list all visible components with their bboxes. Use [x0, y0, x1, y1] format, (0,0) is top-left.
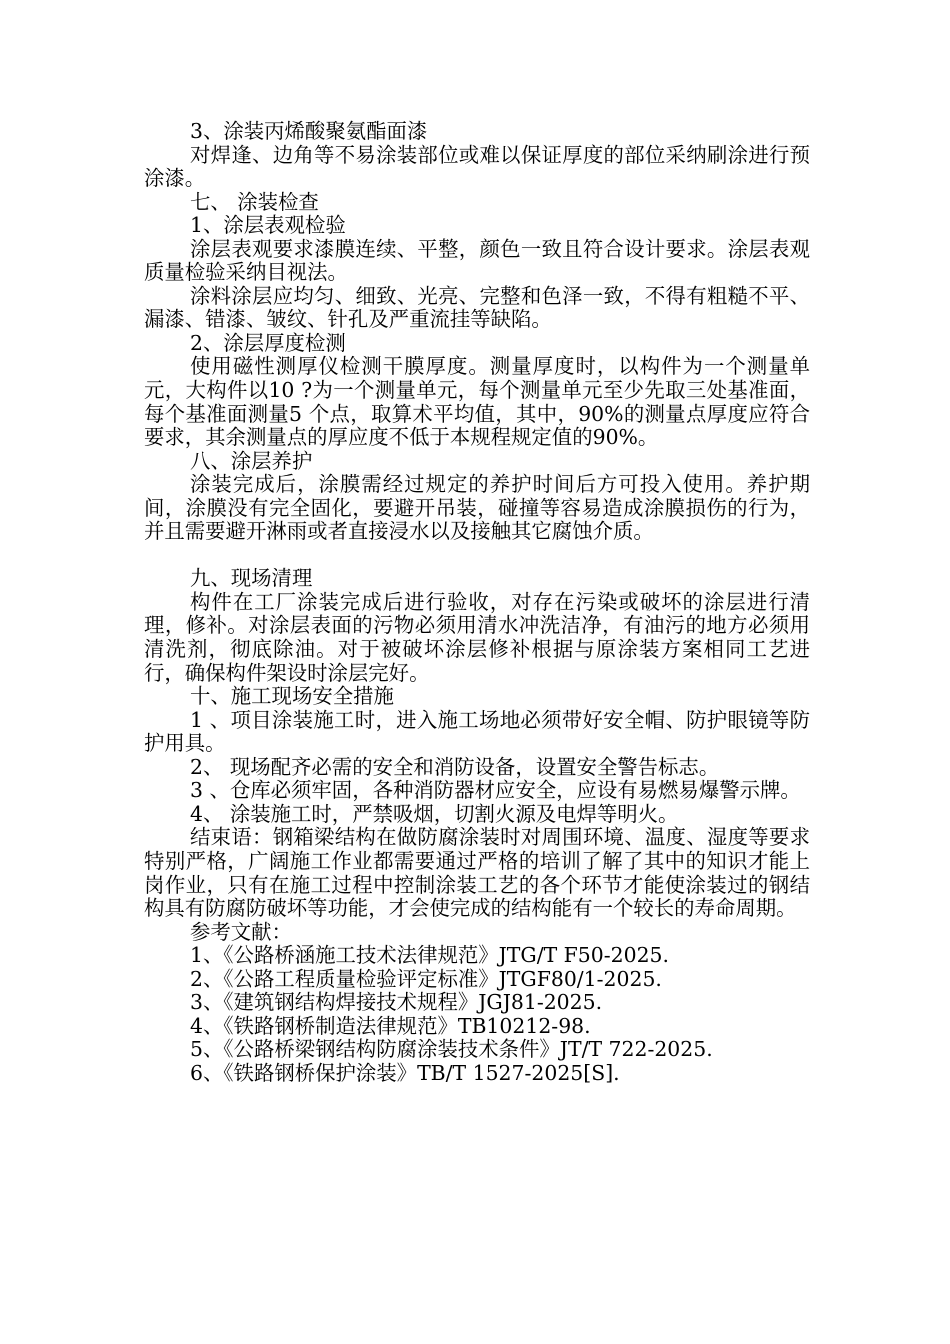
reference-item-4: 4、《铁路钢桥制造法律规范》TB10212-98.	[190, 1013, 591, 1038]
section-heading-safety: 十、施工现场安全措施	[190, 684, 394, 709]
document-body	[144, 120, 810, 1085]
safety-item-2: 2、 现场配齐必需的安全和消防设备，设置安全警告标志。	[190, 754, 720, 779]
section-heading-curing: 八、涂层养护	[190, 448, 313, 473]
safety-item-3: 3 、仓库必须牢固，各种消防器材应安全，应设有易燃易爆警示牌。	[190, 778, 801, 803]
reference-item-2: 2、《公路工程质量检验评定标准》JTGF80/1-2025.	[190, 966, 662, 991]
reference-item-1: 1、《公路桥涵施工技术法律规范》JTG/T F50-2025.	[190, 943, 670, 968]
section-heading-cleanup: 九、现场清理	[190, 566, 313, 591]
paragraph-pre-coating: 对焊逢、边角等不易涂装部位或难以保证厚度的部位采纳刷涂进行预涂漆。	[144, 142, 810, 191]
paragraph-thickness-measurement: 使用磁性测厚仪检测干膜厚度。测量厚度时，以构件为一个测量单元，大构件以10 ?为一个测量单元，每个测量单元至少先取三处基准面，每个基准面测量5 个点，取算术平均值，其中，90%的测量点厚度应符合要求，其余测量点的厚应度不低于本规程规定值的90%。	[144, 354, 810, 450]
paragraph-conclusion: 结束语：钢箱梁结构在做防腐涂装时对周围环境、温度、湿度等要求特别严格，广阔施工作业都需要通过严格的培训了解了其中的知识才能上岗作业，只有在施工过程中控制涂装工艺的各个环节才能使涂装过的钢结构具有防腐防破坏等功能，才会使完成的结构能有一个较长的寿命周期。	[144, 825, 810, 921]
safety-item-1: 1 、项目涂装施工时，进入施工场地必须带好安全帽、防护眼镜等防护用具。	[144, 707, 810, 756]
paragraph-appearance-requirements: 涂层表观要求漆膜连续、平整，颜色一致且符合设计要求。涂层表观质量检验采纳目视法。	[144, 236, 810, 285]
subheading-appearance: 1、涂层表观检验	[190, 213, 346, 238]
safety-item-4: 4、 涂装施工时，严禁吸烟，切割火源及电焊等明火。	[190, 801, 679, 826]
reference-item-3: 3、《建筑钢结构焊接技术规程》JGJ81-2025.	[190, 990, 603, 1015]
paragraph-curing: 涂装完成后，涂膜需经过规定的养护时间后方可投入使用。养护期间，涂膜没有完全固化，要避开吊装，碰撞等容易造成涂膜损伤的行为，并且需要避开淋雨或者直接浸水以及接触其它腐蚀介质。	[144, 472, 810, 544]
subheading-thickness: 2、涂层厚度检测	[190, 330, 346, 355]
reference-item-6: 6、《铁路钢桥保护涂装》TB/T 1527-2025[S].	[190, 1060, 620, 1085]
reference-item-5: 5、《公路桥梁钢结构防腐涂装技术条件》JT/T 722-2025.	[190, 1037, 713, 1062]
section-heading-topcoat: 3、涂装丙烯酸聚氨酯面漆	[190, 119, 428, 143]
references-heading: 参考文献：	[190, 919, 292, 944]
paragraph-cleanup: 构件在工厂涂装完成后进行验收，对存在污染或破坏的涂层进行清理，修补。对涂层表面的污物必须用清水冲洗洁净，有油污的地方必须用清洗剂，彻底除油。对于被破坏涂层修补根据与原涂装方案相同工艺进行，确保构件架设时涂层完好。	[144, 589, 810, 685]
blank-line	[144, 544, 810, 568]
section-heading-inspection: 七、 涂装检查	[190, 189, 319, 214]
paragraph-coating-defects: 涂料涂层应均匀、细致、光亮、完整和色泽一致，不得有粗糙不平、漏漆、错漆、皱纹、针孔及严重流挂等缺陷。	[144, 283, 810, 332]
